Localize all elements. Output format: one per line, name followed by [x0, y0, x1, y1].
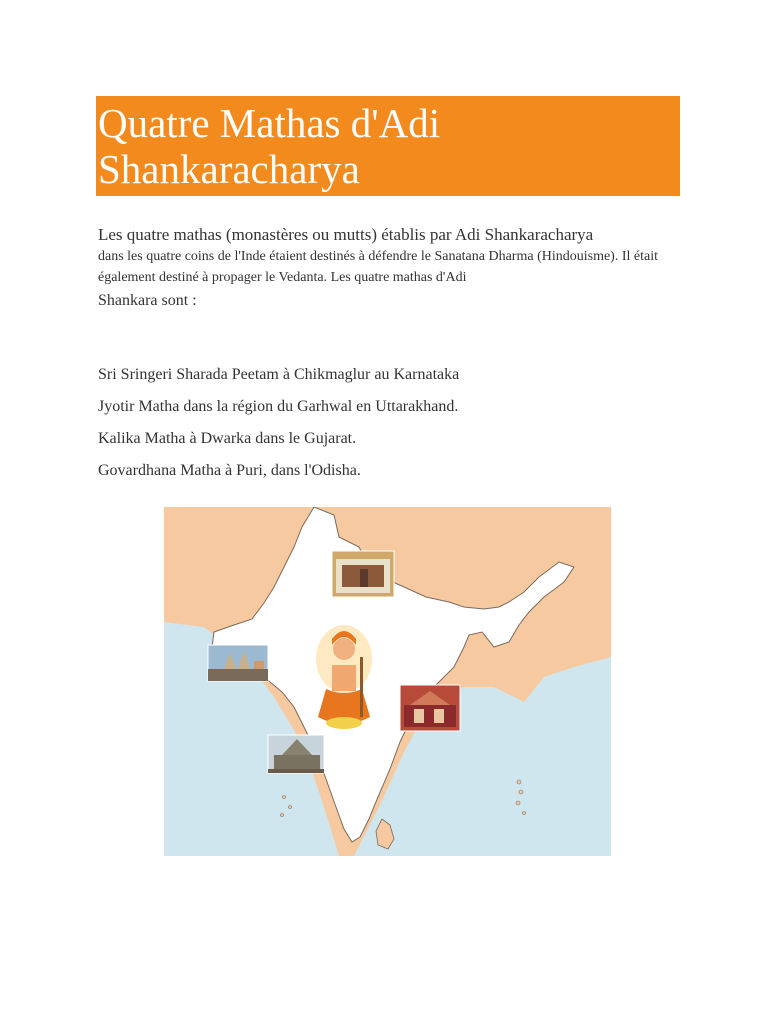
intro-line-2: dans les quatre coins de l'Inde étaient destinés à défendre le Sanatana Dharma (Hindouisme). Il était également destiné à propager le Vedanta. Les quatre mathas d'Adi	[98, 249, 658, 285]
dwarka-temple-icon	[208, 645, 268, 681]
title-banner	[96, 96, 680, 196]
jyotir-matha-temple-icon	[332, 551, 394, 597]
page-title: Quatre Mathas d'Adi Shankaracharya	[98, 100, 441, 192]
list-item: Kalika Matha à Dwarka dans le Gujarat.	[98, 430, 357, 447]
india-map-image	[164, 507, 611, 856]
intro-line-1: Les quatre mathas (monastères ou mutts) établis par Adi Shankaracharya	[98, 225, 594, 244]
mathas-list	[98, 364, 459, 492]
list-item: Jyotir Matha dans la région du Garhwal en Uttarakhand.	[98, 398, 459, 415]
list-item: Sri Sringeri Sharada Peetam à Chikmaglur au Karnataka	[98, 366, 460, 383]
list-item: Govardhana Matha à Puri, dans l'Odisha.	[98, 462, 361, 479]
intro-line-3: Shankara sont :	[98, 292, 197, 309]
adi-shankaracharya-figure-icon	[316, 625, 372, 729]
intro-paragraph	[98, 224, 688, 314]
india-map-svg	[164, 507, 611, 856]
sringeri-temple-icon	[268, 735, 324, 773]
puri-temple-icon	[400, 685, 460, 731]
